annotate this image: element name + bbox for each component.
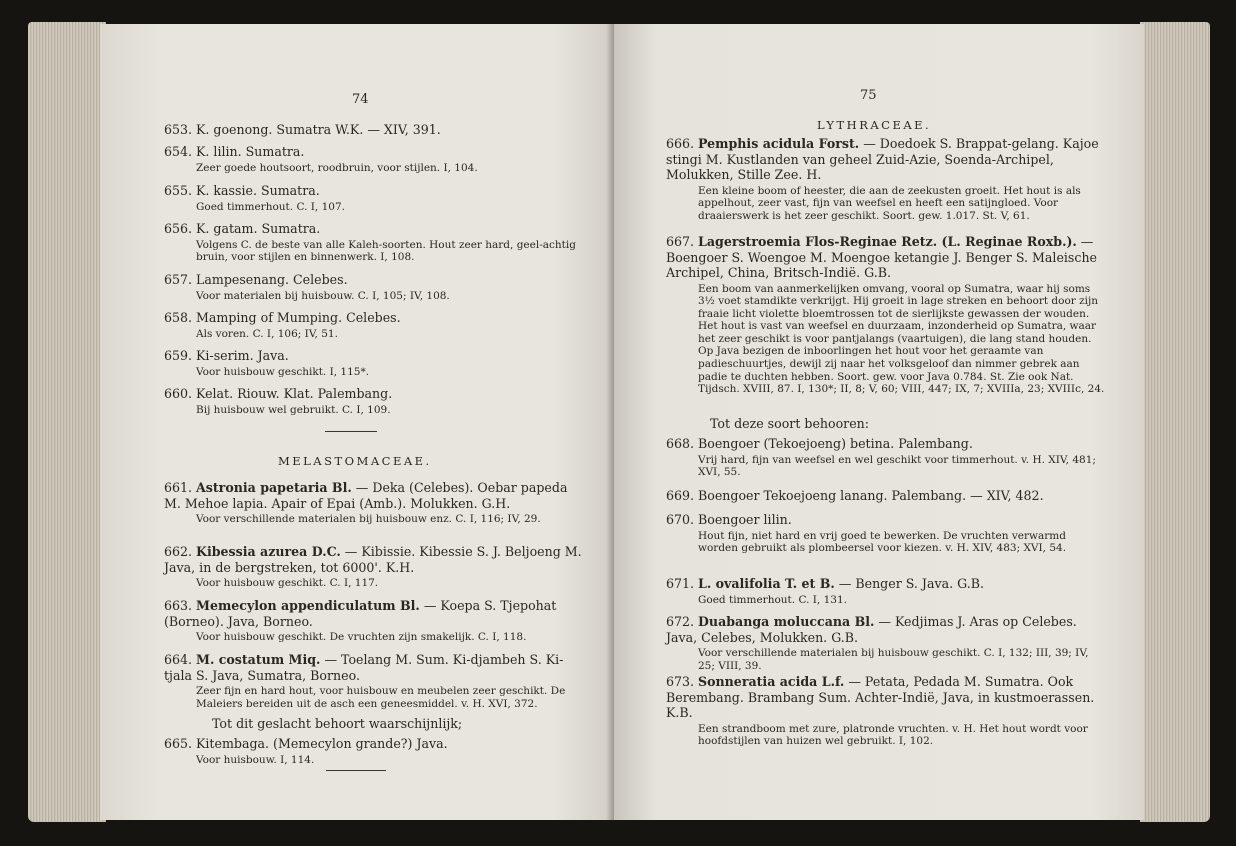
list-item: 653. K. goenong. Sumatra W.K. — XIV, 391. (164, 122, 441, 137)
remark-text: Tot dit geslacht behoort waarschijnlijk; (212, 716, 463, 731)
list-item: 666. Pemphis acidula Forst. — Doedoek S. Brappat-gelang. Kajoe stingi M. Kustlanden van geheel Zuid-Azie, Soenda-Archipel, Molukken, Stille Zee. H. Een kleine boom of heester, die aan de zeekusten groeit. Het hout is als appelhout, zeer vast, fijn van weefsel en heeft een satijngloed. Voor draaierswerk is het zeer geschikt. Soort. gew. 1.017. St. V, 61. (666, 136, 1099, 222)
list-item: 657. Lampesenang. Celebes. Voor materialen bij huisbouw. C. I, 105; IV, 108. (164, 272, 450, 302)
list-item: 661. Astronia papetaria Bl. — Deka (Celebes). Oebar papeda M. Mehoe lapia. Apair of Epai (Amb.). Molukken. G.H. Voor verschillende materialen bij huisbouw enz. C. I, 116; IV, 29. (164, 480, 568, 525)
list-item: 658. Mamping of Mumping. Celebes. Als voren. C. I, 106; IV, 51. (164, 310, 401, 340)
right-page (614, 24, 1144, 820)
list-item: 670. Boengoer lilin. Hout fijn, niet hard en vrij goed te bewerken. De vruchten verwarmd worden gebruikt als plombeersel voor kiezen. v. H. XIV, 483; XVI, 54. (666, 512, 1067, 555)
page-number: 74 (352, 92, 369, 107)
list-item: 664. M. costatum Miq. — Toelang M. Sum. Ki-djambeh S. Ki-tjala S. Java, Sumatra, Borneo. Zeer fijn en hard hout, voor huisbouw en meubelen zeer geschikt. De Maleiers bereiden uit de asch een geneesmiddel. v. H. XVI, 372. (164, 652, 566, 710)
list-item: 662. Kibessia azurea D.C. — Kibissie. Kibessie S. J. Beljoeng M. Java, in de bergstreken, tot 6000'. K.H. Voor huisbouw geschikt. C. I, 117. (164, 544, 582, 589)
section-heading: LYTHRACEAE. (817, 118, 932, 132)
list-item: 659. Ki-serim. Java. Voor huisbouw geschikt. I, 115*. (164, 348, 370, 378)
list-item: 673. Sonneratia acida L.f. — Petata, Pedada M. Sumatra. Ook Berembang. Brambang Sum. Achter-Indië, Java, in kustmoerassen. K.B. Een strandboom met zure, platronde vruchten. v. H. Het hout wordt voor hoofdstijlen van huizen wel gebruikt. I, 102. (666, 674, 1095, 748)
divider (325, 431, 377, 432)
list-item: 667. Lagerstroemia Flos-Reginae Retz. (L. Reginae Roxb.). — Boengoer S. Woengoe M. Moengoe ketangie J. Benger S. Maleische Archipel, China, Britsch-Indië. G.B. Een boom van aanmerkelijken omvang, vooral op Sumatra, waar hij soms 3½ voet stamdikte verkrijgt. Hij groeit in lage streken en behoort door zijn fraaie licht violette bloemtrossen tot de sierlijkste gewassen der wouden. Het hout is vast van weefsel en duurzaam, inzonderheid op Sumatra, waar het zeer geschikt is voor pantjalangs (vaartuigen), die lang stand houden. Op Java bezigen de inboorlingen het hout voor het geraamte van padieschuurtjes, dewijl zij naar het volksgeloof dan nimmer gebrek aan padie te duchten hebben. Soort. gew. voor Java 0.784. St. Zie ook Nat. Tijdsch. XVIII, 87. I, 130*; II, 8; V, 60; VIII, 447; IX, 7; XVIIIa, 23; XVIIIc, 24. (666, 234, 1105, 396)
section-heading: MELASTOMACEAE. (278, 454, 432, 468)
list-item: 660. Kelat. Riouw. Klat. Palembang. Bij huisbouw wel gebruikt. C. I, 109. (164, 386, 393, 416)
list-item: 671. L. ovalifolia T. et B. — Benger S. Java. G.B. Goed timmerhout. C. I, 131. (666, 576, 984, 606)
divider (326, 770, 386, 771)
page-edges-right (1140, 22, 1210, 822)
list-item: 665. Kitembaga. (Memecylon grande?) Java. Voor huisbouw. I, 114. (164, 736, 448, 766)
list-item: 669. Boengoer Tekoejoeng lanang. Palembang. — XIV, 482. (666, 488, 1044, 503)
remark-text: Tot deze soort behooren: (710, 416, 870, 431)
list-item: 663. Memecylon appendiculatum Bl. — Koepa S. Tjepohat (Borneo). Java, Borneo. Voor huisbouw geschikt. De vruchten zijn smakelijk. C. I, 118. (164, 598, 557, 643)
list-item: 654. K. lilin. Sumatra. Zeer goede houtsoort, roodbruin, voor stijlen. I, 104. (164, 144, 478, 174)
list-item: 668. Boengoer (Tekoejoeng) betina. Palembang. Vrij hard, fijn van weefsel en wel geschikt voor timmerhout. v. H. XIV, 481; XVI, 55. (666, 436, 1096, 479)
list-item: 656. K. gatam. Sumatra. Volgens C. de beste van alle Kaleh-soorten. Hout zeer hard, geel-achtig bruin, voor stijlen en binnenwerk. I, 108. (164, 221, 576, 264)
page-edges-left (28, 22, 106, 822)
list-item: 655. K. kassie. Sumatra. Goed timmerhout. C. I, 107. (164, 183, 345, 213)
page-number: 75 (860, 88, 877, 103)
left-page (100, 24, 614, 820)
list-item: 672. Duabanga moluccana Bl. — Kedjimas J. Aras op Celebes. Java, Celebes, Molukken. G.B. Voor verschillende materialen bij huisbouw geschikt. C. I, 132; III, 39; IV, 25; VIII, 39. (666, 614, 1089, 672)
